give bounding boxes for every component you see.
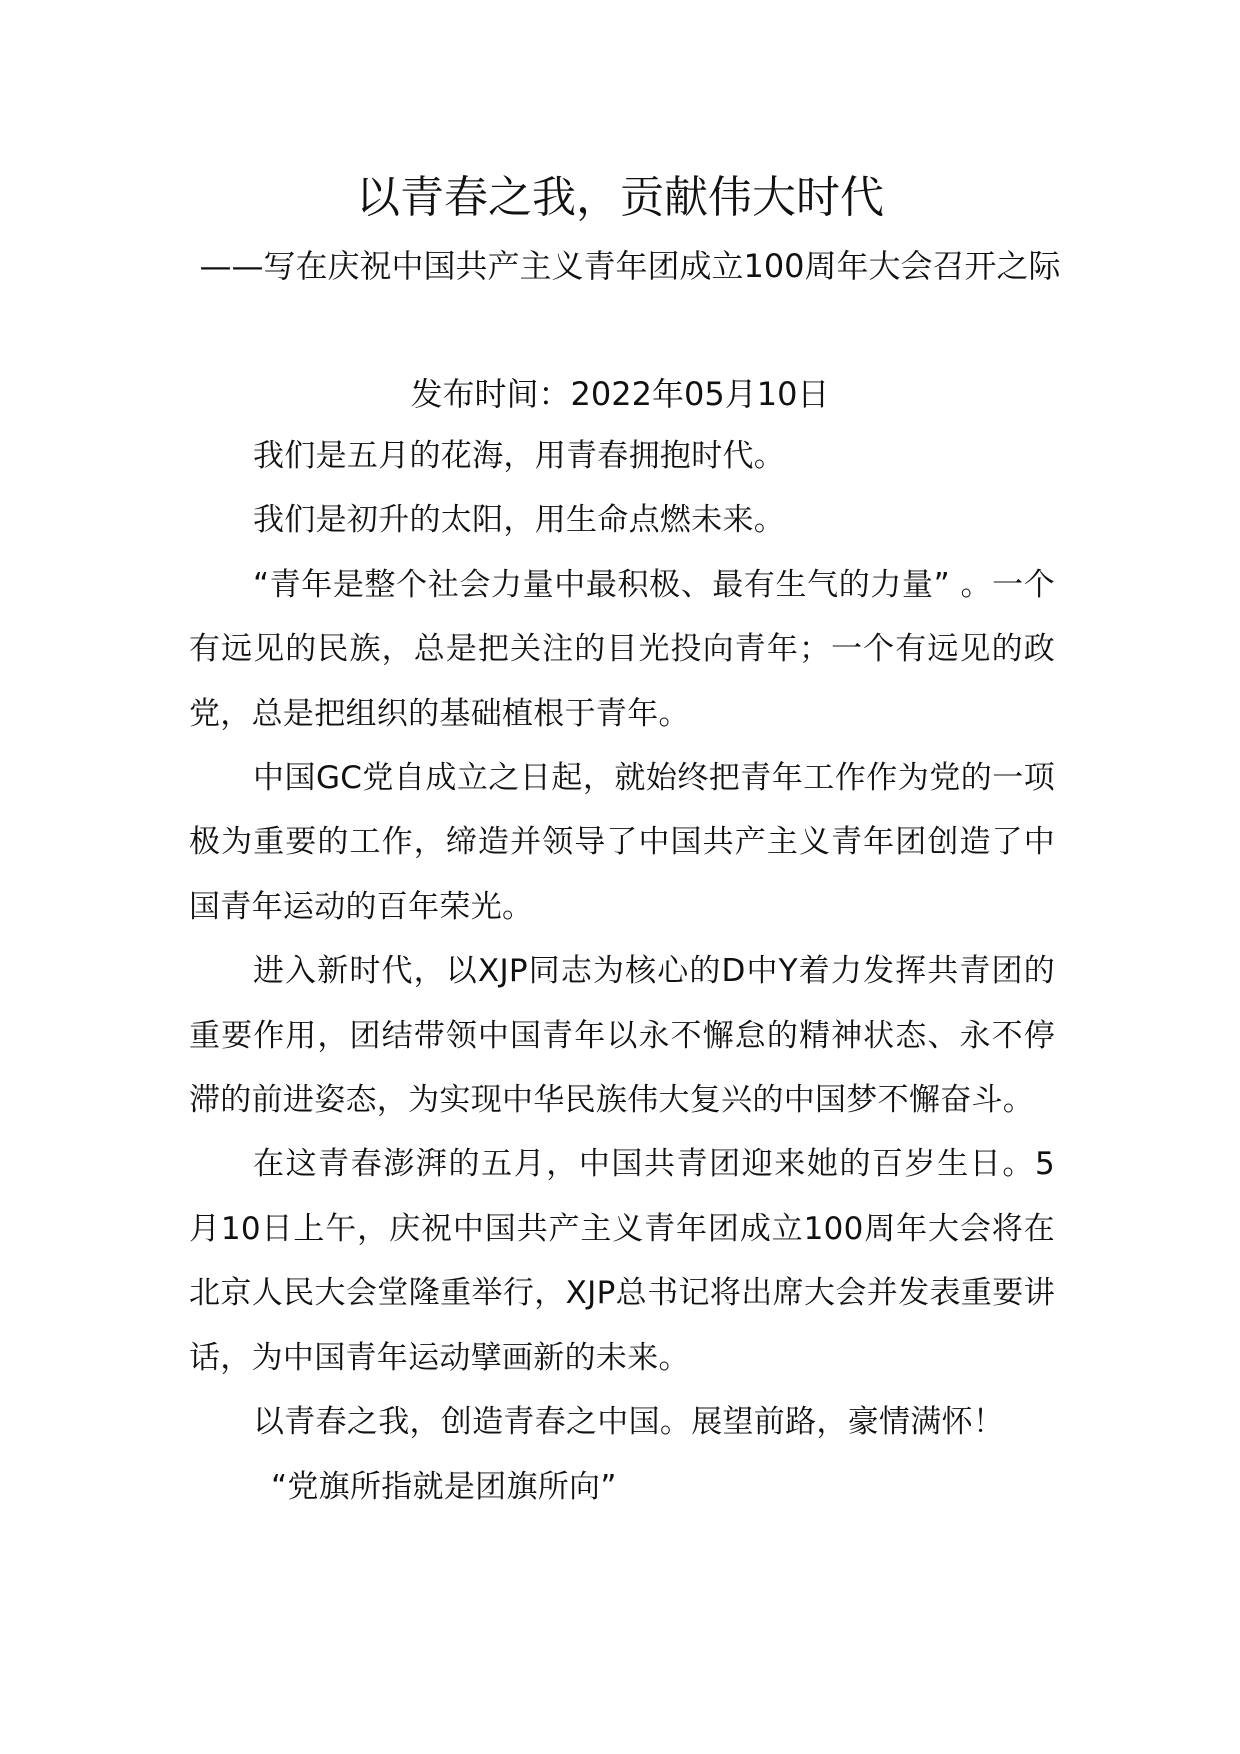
paragraph-quote: “党旗所指就是团旗所向” — [271, 1468, 617, 1505]
article-title: 以青春之我，贡献伟大时代 — [356, 172, 884, 223]
paragraph: 中国GC党自成立之日起，就始终把青年工作作为党的一项极为重要的工作，缔造并领导了中国共产主义青年团创造了中国青年运动的百年荣光。 — [189, 760, 1055, 925]
paragraph: 进入新时代，以XJP同志为核心的D中Y着力发挥共青团的重要作用，团结带领中国青年以永不懈怠的精神状态、永不停滞的前进姿态，为实现中华民族伟大复兴的中国梦不懈奋斗。 — [189, 953, 1055, 1119]
paragraph: “青年是整个社会力量中最积极、最有生气的力量” 。一个有远见的民族，总是把关注的目光投向青年；一个有远见的政党，总是把组织的基础植根于青年。 — [189, 566, 1055, 732]
paragraph: 在这青春澎湃的五月，中国共青团迎来她的百岁生日。5月10日上午，庆祝中国共产主义青年团成立100周年大会将在北京人民大会堂隆重举行，XJP总书记将出席大会并发表重要讲话，为中国青年运动擘画新的未来。 — [189, 1146, 1055, 1376]
paragraph: 我们是五月的花海，用青春拥抱时代。 — [253, 438, 786, 474]
article-subtitle: ——写在庆祝中国共产主义青年团成立100周年大会召开之际 — [199, 247, 1061, 285]
publish-date: 发布时间：2022年05月10日 — [410, 375, 830, 413]
paragraph: 我们是初升的太阳，用生命点燃未来。 — [253, 502, 786, 539]
paragraph: 以青春之我，创造青春之中国。展望前路，豪情满怀！ — [253, 1404, 1005, 1441]
article-body — [189, 424, 1055, 1519]
